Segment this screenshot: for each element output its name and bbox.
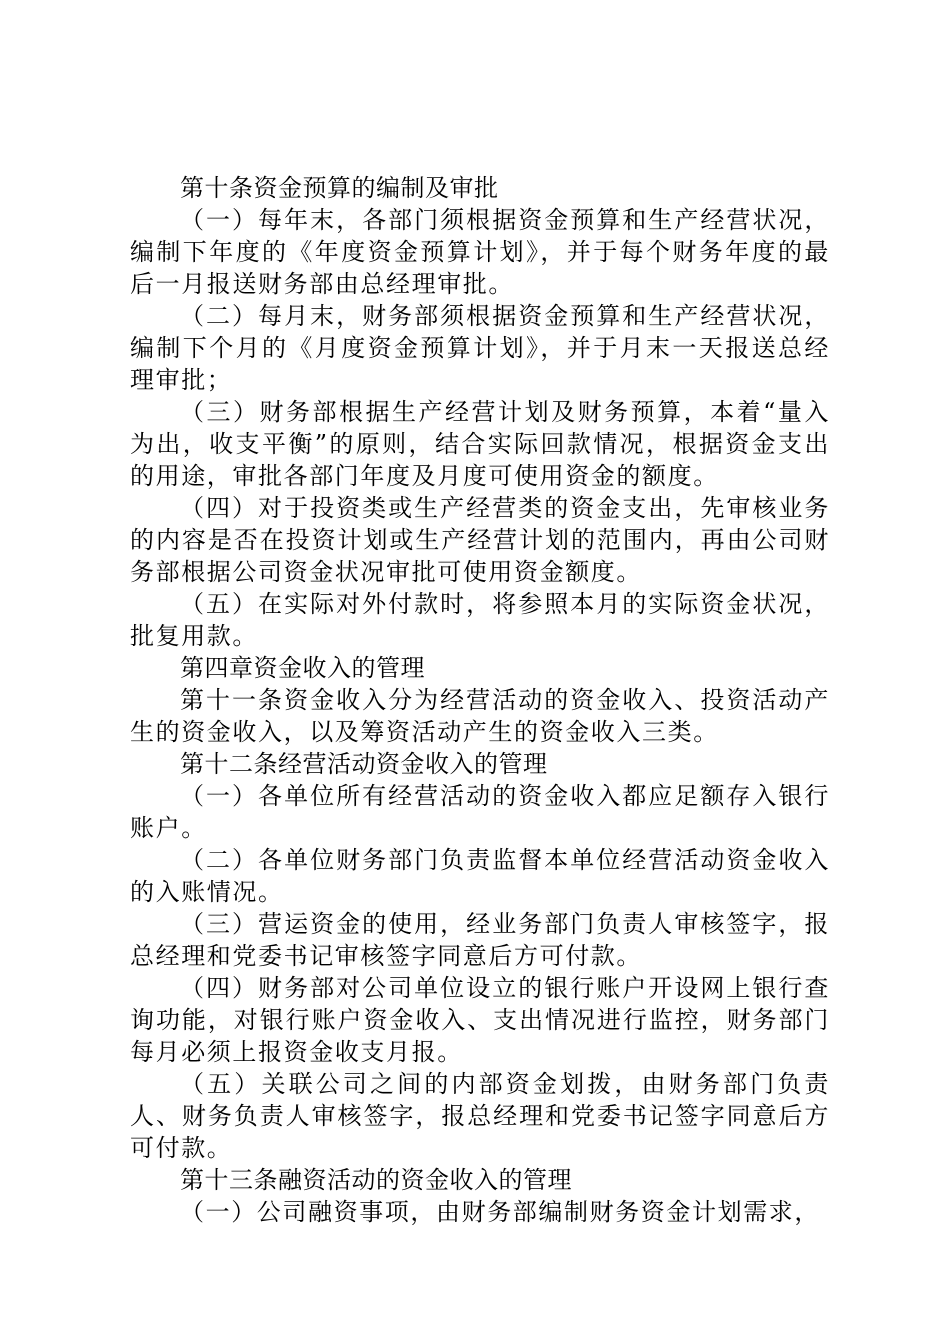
article-11: 第十一条资金收入分为经营活动的资金收入、投资活动产生的资金收入，以及筹资活动产生的资金收入三类。 (130, 686, 830, 746)
article-12-item-5: （五）关联公司之间的内部资金划拨，由财务部门负责人、财务负责人审核签字，报总经理和党委书记签字同意后方可付款。 (130, 1070, 830, 1162)
article-13-title: 第十三条融资活动的资金收入的管理 (180, 1166, 572, 1194)
article-10-item-2: （二）每月末，财务部须根据资金预算和生产经营状况，编制下个月的《月度资金预算计划》，并于月末一天报送总经理审批； (130, 302, 830, 394)
article-10-title: 第十条资金预算的编制及审批 (180, 174, 499, 202)
article-13-item-1: （一）公司融资事项，由财务部编制财务资金计划需求， (180, 1198, 820, 1226)
article-12-item-4: （四）财务部对公司单位设立的银行账户开设网上银行查询功能，对银行账户资金收入、支出情况进行监控，财务部门每月必须上报资金收支月报。 (130, 974, 830, 1066)
article-10-item-4: （四）对于投资类或生产经营类的资金支出，先审核业务的内容是否在投资计划或生产经营计划的范围内，再由公司财务部根据公司资金状况审批可使用资金额度。 (130, 494, 830, 586)
article-10-item-5: （五）在实际对外付款时，将参照本月的实际资金状况，批复用款。 (130, 590, 830, 650)
article-10-item-3: （三）财务部根据生产经营计划及财务预算，本着“量入为出，收支平衡”的原则，结合实际回款情况，根据资金支出的用途，审批各部门年度及月度可使用资金的额度。 (130, 398, 830, 490)
article-12-item-1: （一）各单位所有经营活动的资金收入都应足额存入银行账户。 (130, 782, 830, 842)
article-12-title: 第十二条经营活动资金收入的管理 (180, 750, 548, 778)
article-12-item-3: （三）营运资金的使用，经业务部门负责人审核签字，报总经理和党委书记审核签字同意后方可付款。 (130, 910, 830, 970)
article-10-item-1: （一）每年末，各部门须根据资金预算和生产经营状况，编制下年度的《年度资金预算计划》，并于每个财务年度的最后一月报送财务部由总经理审批。 (130, 206, 830, 298)
article-12-item-2: （二）各单位财务部门负责监督本单位经营活动资金收入的入账情况。 (130, 846, 830, 906)
chapter-4-title: 第四章资金收入的管理 (180, 654, 425, 682)
document-body (130, 172, 830, 1228)
